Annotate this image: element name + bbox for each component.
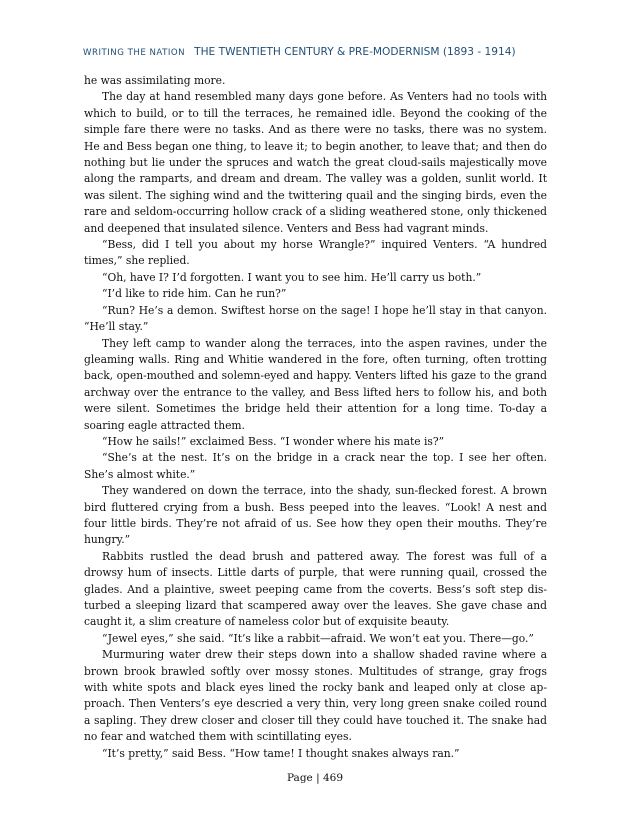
paragraph: “Oh, have I? I’d forgotten. I want you to see him. He’ll carry us both.” — [102, 270, 482, 284]
paragraph: “How he sails!” exclaimed Bess. “I wonder where his mate is?” — [102, 434, 445, 448]
section-title: THE TWENTIETH CENTURY & PRE-MODERNISM (1893 - 1914) — [194, 46, 516, 58]
paragraph: he was assimilating more. — [84, 74, 226, 87]
paragraph: “Bess, did I tell you about my horse Wrangle?” inquired Venters. “A hundred times,” she replied. — [84, 238, 547, 268]
paragraph: They left camp to wander along the terraces, into the aspen ravines, under the gleaming walls. Ring and Whitie wandered in the fore, often turning, often trotting back, open-mouthed and solemn-eyed and happy. Venters lifted his gaze to the grand archway over the entrance to the valley, and Bess lifted hers to follow his, and both were silent. Sometimes the bridge held their attention for a long time. To-day a soaring eagle attracted them. — [84, 336, 547, 432]
series-title: WRITING THE NATION — [83, 48, 186, 58]
paragraph: “Run? He’s a demon. Swiftest horse on the sage! I hope he’ll stay in that canyon. “He’ll stay.” — [84, 303, 547, 334]
page-number: Page | 469 — [286, 772, 344, 784]
paragraph: Rabbits rustled the dead brush and pattered away. The forest was full of a drowsy hum of insects. Little darts of purple, that were running quail, crossed the glades. And a plaintive, sweet peeping came from the coverts. Bess’s soft step disturbed a sleeping lizard that scampered away over the leaves. She gave chase and caught it, a slim creature of nameless color but of exquisite beauty. — [84, 549, 547, 629]
paragraph: “I’d like to ride him. Can he run?” — [102, 287, 287, 301]
paragraph: The day at hand resembled many days gone before. As Venters had no tools with which to build, or to till the terraces, he remained idle. Beyond the cooking of the simple fare there were no tasks. And as there were no tasks, there was no system. He and Bess began one thing, to leave it; to begin another, to leave that; and then do nothing but lie under the spruces and watch the great cloud-sails majestically move along the ramparts, and dream and dream. The valley was a golden, sunlit world. It was silent. The sighing wind and the twittering quail and the singing birds, even the rare and seldom-occurring hollow crack of a sliding weathered stone, only thickened and deepened that insulated silence. Venters and Bess had vagrant minds. — [84, 90, 547, 235]
paragraph: They wandered on down the terrace, into the shady, sun-flecked forest. A brown bird fluttered crying from a bush. Bess peeped into the leaves. “Look! A nest and four little birds. They’re not afraid of us. See how they open their mouths. They’re hungry.” — [84, 484, 547, 547]
paragraph: Murmuring water drew their steps down into a shallow shaded ravine where a brown brook brawled softly over mossy stones. Multitudes of strange, gray frogs with white spots and black eyes lined the rocky bank and leaped only at close approach. Then Venters’s eye descried a very thin, very long green snake coiled round a sapling. They drew closer and closer till they could have touched it. The snake had no fear and watched them with scintillating eyes. — [84, 648, 547, 744]
paragraph: “Jewel eyes,” she said. “It’s like a rabbit—afraid. We won’t eat you. There—go.” — [102, 631, 534, 645]
paragraph: “She’s at the nest. It’s on the bridge in a crack near the top. I see her often. She’s almost white.” — [84, 451, 547, 481]
paragraph: “It’s pretty,” said Bess. “How tame! I thought snakes always ran.” — [102, 746, 460, 760]
running-header — [83, 40, 553, 59]
body-text — [84, 73, 547, 762]
